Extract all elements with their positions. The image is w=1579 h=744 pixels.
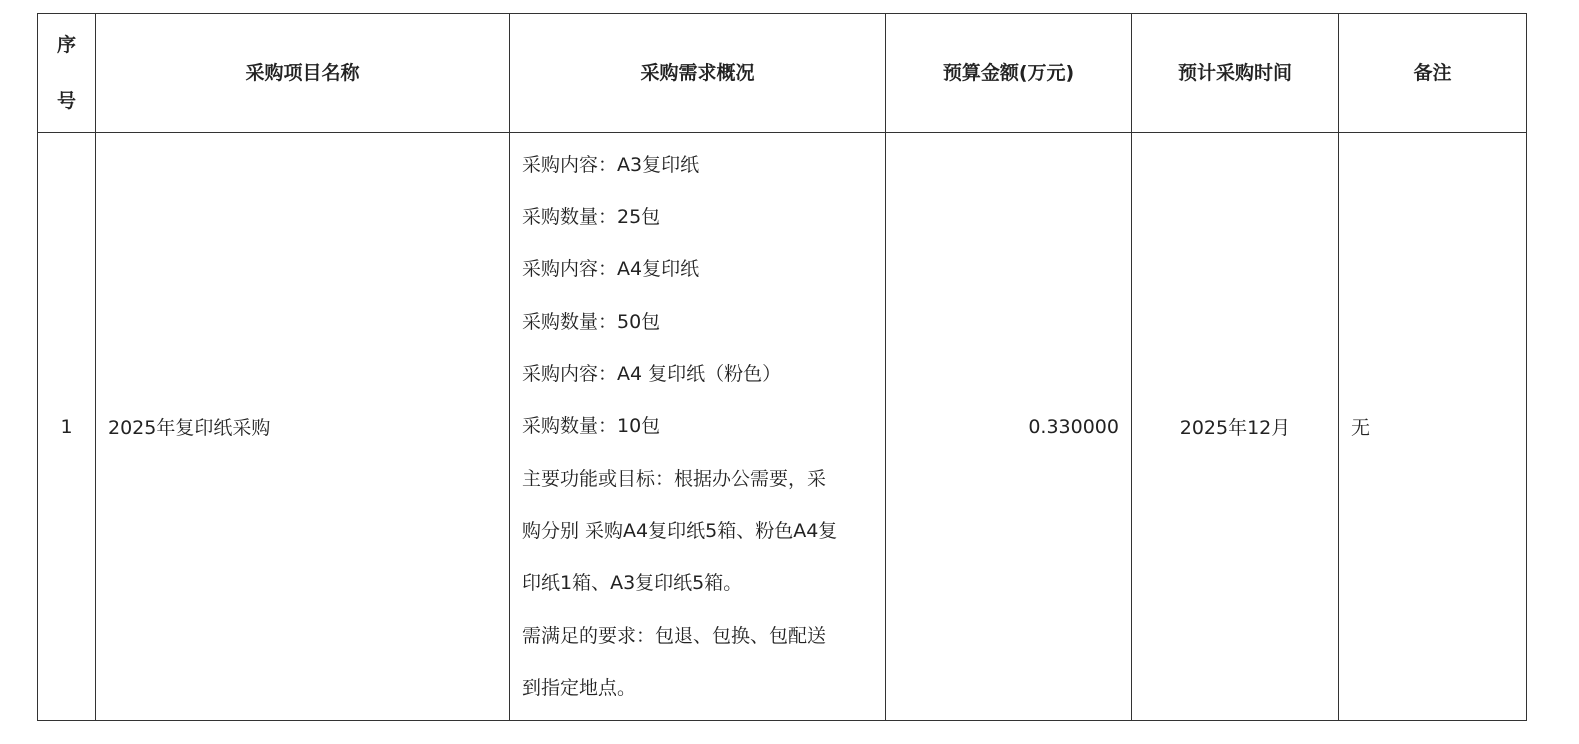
requirement-line: 采购内容：A4复印纸 [522,258,700,281]
requirement-line: 印纸1箱、A3复印纸5箱。 [522,572,743,595]
requirement-line: 购分别 采购A4复印纸5箱、粉色A4复 [522,519,838,542]
header-seq [38,14,96,133]
table-row [38,133,1527,721]
requirement-line: 主要功能或目标：根据办公需要，采 [522,467,827,490]
header-requirement: 采购需求概况 [510,14,886,133]
requirement-line: 到指定地点。 [522,676,637,699]
cell-project-name: 2025年复印纸采购 [96,133,510,721]
header-budget: 预算金额(万元) [886,14,1132,133]
header-seq-label: 序号 [56,34,76,112]
header-time: 预计采购时间 [1132,14,1339,133]
header-project-name: 采购项目名称 [96,14,510,133]
cell-requirement [510,133,886,721]
requirement-line: 需满足的要求：包退、包换、包配送 [522,624,827,647]
requirement-line: 采购数量：50包 [522,310,661,333]
requirement-line: 采购数量：10包 [522,415,661,438]
requirement-line: 采购数量：25包 [522,206,661,229]
procurement-table [37,13,1527,721]
requirement-line: 采购内容：A4 复印纸（粉色） [522,363,782,386]
header-remark: 备注 [1339,14,1527,133]
requirement-line: 采购内容：A3复印纸 [522,153,700,176]
cell-remark: 无 [1339,133,1527,721]
table-body [38,133,1527,721]
table-header [38,14,1527,133]
cell-time: 2025年12月 [1132,133,1339,721]
cell-seq: 1 [38,133,96,721]
cell-budget: 0.330000 [886,133,1132,721]
header-row [38,14,1527,133]
